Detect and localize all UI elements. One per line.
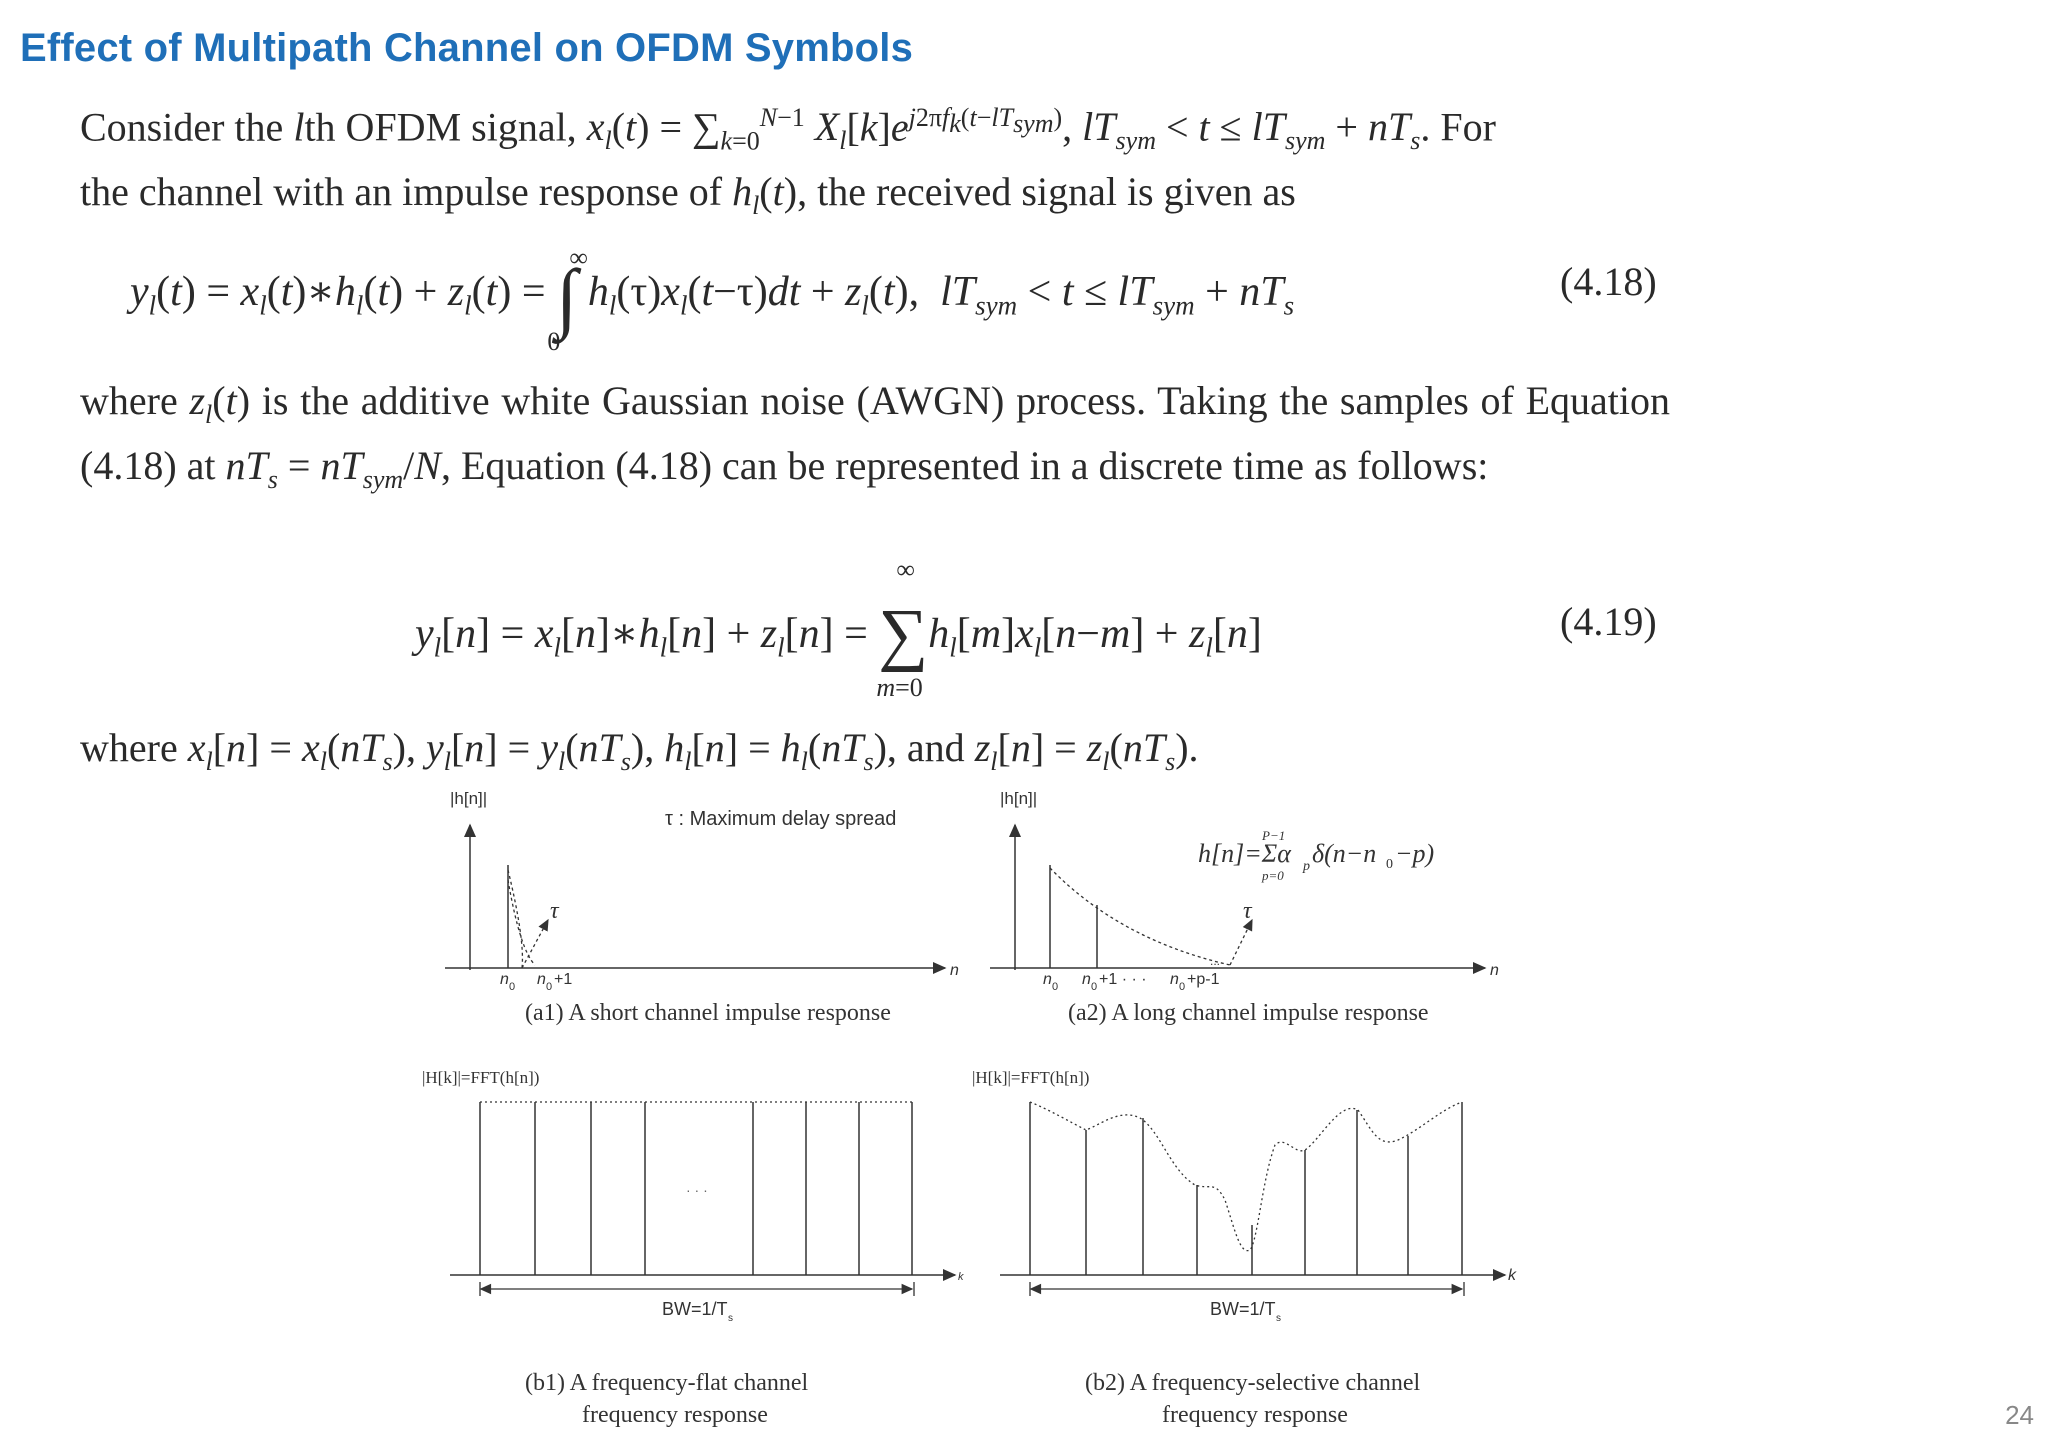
a2-tick-n0-plus-p-1: n <box>1170 971 1179 988</box>
panel-a2 <box>990 789 1499 1026</box>
a1-tick-n0: n <box>500 971 509 988</box>
svg-text:+1 · · ·: +1 · · · <box>1099 971 1147 988</box>
a1-tau-label: τ <box>550 898 559 924</box>
b1-caption-line2: frequency response <box>582 1402 768 1428</box>
panel-a1 <box>445 789 959 1026</box>
equation-4-19-label: (4.19) <box>1560 599 1657 644</box>
svg-text:p: p <box>1303 859 1310 874</box>
a2-ylabel: |h[n]| <box>1000 789 1038 808</box>
a2-tick-n0-plus-1: n <box>1082 971 1091 988</box>
a1-caption: (a1) A short channel impulse response <box>525 1000 891 1026</box>
svg-text:0: 0 <box>509 981 516 993</box>
a2-caption: (a2) A long channel impulse response <box>1068 1000 1429 1026</box>
svg-text:0: 0 <box>546 981 553 993</box>
a2-xlabel: n <box>1490 962 1499 979</box>
b2-selective-envelope <box>1030 1102 1462 1251</box>
svg-text:+p-1: +p-1 <box>1187 971 1220 988</box>
svg-text:0: 0 <box>1091 981 1098 993</box>
equation-4-19: $y_l[n]$ = $x_l[n]∗h_l[n] + z_l[n]$ = ∑ ∞ m=0 $h_l[m]x_l[n-m] + z_l[n]$ <box>415 555 1262 702</box>
b2-subcarriers <box>1030 1102 1462 1275</box>
paragraph-intro: Consider the lth OFDM signal, $x_l(t) = \sum_{k=0}^{N-1}$ $X_l[k]e^{j2\pi f_k(t-lT_{sym})}$, $lT_{sym} < t \le lT_{sym} + nT_s$. For the channel with an impulse response of $h_l(t)$, the received signal is given as <box>80 103 1496 221</box>
b1-dots: · · · <box>686 1182 708 1198</box>
awgn-text: is the additive white Gaussian noise (AWGN) process. Taking the samples of Equation (4.18) at <box>80 378 1670 488</box>
equation-4-18-label: (4.18) <box>1560 259 1657 304</box>
svg-text:0: 0 <box>1052 981 1059 993</box>
b2-xlabel: k <box>1508 1267 1516 1284</box>
paragraph-samples: where $x_l[n] = x_l(nT_s)$, $y_l[n] = y_l(nT_s)$, $h_l[n] = h_l(nT_s)$, and $z_l[n] = z_l(nT_s)$. <box>80 725 1199 776</box>
panel-b2 <box>972 1068 1517 1428</box>
b2-caption-line1: (b2) A frequency-selective channel <box>1085 1370 1421 1396</box>
panel-b1 <box>422 1068 964 1428</box>
svg-text:P−1: P−1 <box>1262 828 1286 843</box>
samples-text: where <box>80 725 188 770</box>
intro-text-4: , the received signal is given as <box>797 169 1296 215</box>
svg-text:−p): −p) <box>1395 839 1435 868</box>
equation-4-18: $y_l(t)$ = $x_l(t)∗h_l(t) + z_l(t)$ = ∫ ∞ 0 $h_l(\tau)x_l(t-\tau)dt + z_l(t)$, $lT_{sym} < t \le lT_{sym} + nT_s$ <box>130 243 1295 356</box>
svg-text:+1: +1 <box>554 971 573 988</box>
svg-text:p=0: p=0 <box>1262 868 1284 883</box>
b1-ylabel: |H[k]|=FFT(h[n]) <box>422 1068 540 1087</box>
a1-xlabel: n <box>950 962 959 979</box>
intro-text-1: Consider the <box>80 104 294 150</box>
a1-tick-n0-plus-1: n <box>537 971 546 988</box>
b1-xlabel: k <box>958 1271 964 1283</box>
intro-text-2: th OFDM signal, <box>304 104 587 150</box>
awgn-tail: , Equation (4.18) can be represented in a discrete time as follows: <box>440 443 1489 488</box>
svg-text:δ(n−n: δ(n−n <box>1312 839 1377 868</box>
paragraph-awgn: where $z_l(t)$ is the additive white Gaussian noise (AWGN) process. Taking the samples of Equation (4.18) at $nT_s = nT_{sym}/N$, Equation (4.18) can be represented in a discrete time as follows: <box>80 378 1670 494</box>
slide-title: Effect of Multipath Channel on OFDM Symbols <box>20 26 914 70</box>
svg-text:0: 0 <box>1386 857 1393 872</box>
svg-text:...: ... <box>1210 954 1221 968</box>
svg-text:0: 0 <box>1179 981 1186 993</box>
intro-text-3: the channel with an impulse response of <box>80 169 733 215</box>
a2-tau-label: τ <box>1243 898 1252 924</box>
channel-response-figure <box>0 780 2048 1447</box>
b2-caption-line2: frequency response <box>1162 1402 1348 1428</box>
b2-bw-label: BW=1/T <box>1210 1299 1276 1319</box>
b2-ylabel: |H[k]|=FFT(h[n]) <box>972 1068 1090 1087</box>
a1-legend: τ : Maximum delay spread <box>665 808 897 830</box>
a2-formula: h[n]=Σα <box>1198 839 1291 868</box>
svg-text:s: s <box>728 1313 733 1324</box>
a2-tick-n0: n <box>1043 971 1052 988</box>
b1-caption-line1: (b1) A frequency-flat channel <box>525 1370 809 1396</box>
a1-ylabel: |h[n]| <box>450 789 488 808</box>
page-number: 24 <box>2005 1400 2034 1430</box>
svg-text:s: s <box>1276 1313 1281 1324</box>
b1-bw-label: BW=1/T <box>662 1299 728 1319</box>
